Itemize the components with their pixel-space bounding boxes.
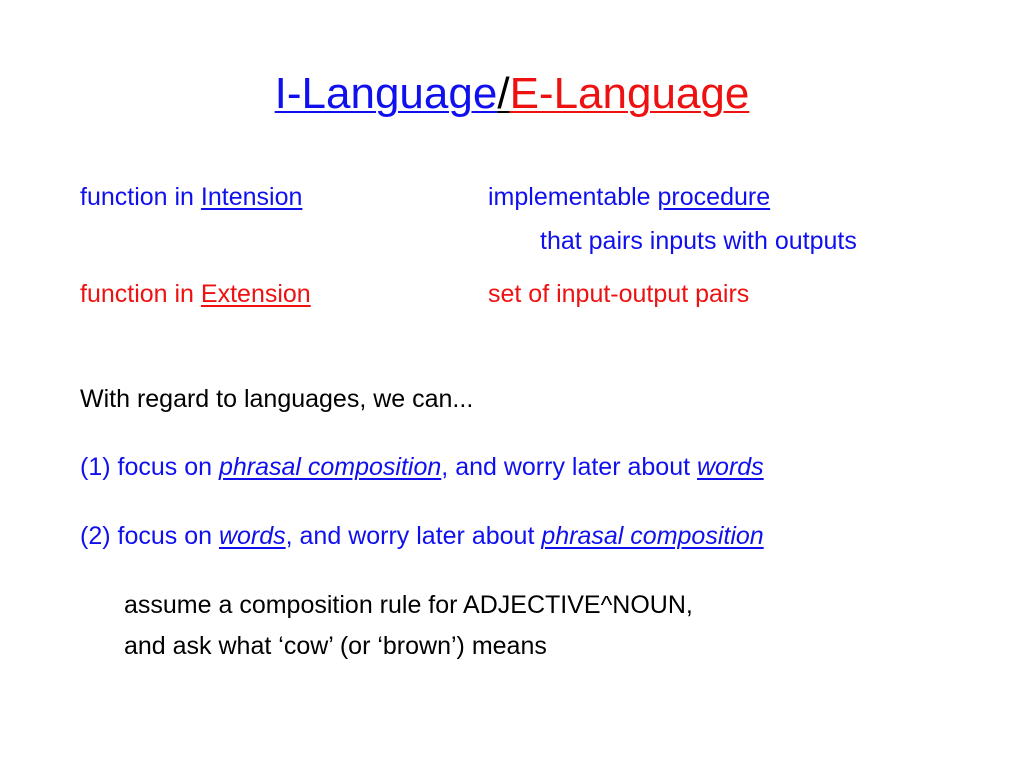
option-1-middle: , and worry later about <box>441 453 697 481</box>
intension-description-continued: that pairs inputs with outputs <box>540 227 857 255</box>
extension-description: set of input-output pairs <box>488 280 750 308</box>
assume-line-2: and ask what ‘cow’ (or ‘brown’) means <box>124 632 547 660</box>
title-separator: / <box>497 69 510 118</box>
regard-statement: With regard to languages, we can... <box>80 385 474 413</box>
intension-label <box>80 182 302 212</box>
option-2-later: phrasal composition <box>541 522 764 550</box>
option-1-focus: phrasal composition <box>218 453 442 481</box>
slide-title <box>0 68 1024 120</box>
option-2-middle: , and worry later about <box>285 522 542 550</box>
extension-prefix: function in <box>80 280 201 308</box>
option-2 <box>80 521 764 551</box>
title-i-language: I-Language <box>274 69 498 118</box>
extension-term: Extension <box>200 280 311 308</box>
title-e-language: E-Language <box>509 69 750 118</box>
option-1 <box>80 452 764 482</box>
intension-prefix: function in <box>80 183 201 211</box>
assume-line-1: assume a composition rule for ADJECTIVE^NOUN, <box>124 591 693 619</box>
intension-term: Intension <box>200 183 303 211</box>
intension-desc-prefix: implementable <box>488 183 658 211</box>
option-2-focus: words <box>218 522 286 550</box>
intension-description <box>488 182 770 212</box>
extension-label <box>80 279 311 309</box>
option-1-later: words <box>697 453 764 481</box>
option-1-prefix: (1) focus on <box>80 453 219 481</box>
intension-desc-term: procedure <box>657 183 771 211</box>
option-2-prefix: (2) focus on <box>80 522 219 550</box>
